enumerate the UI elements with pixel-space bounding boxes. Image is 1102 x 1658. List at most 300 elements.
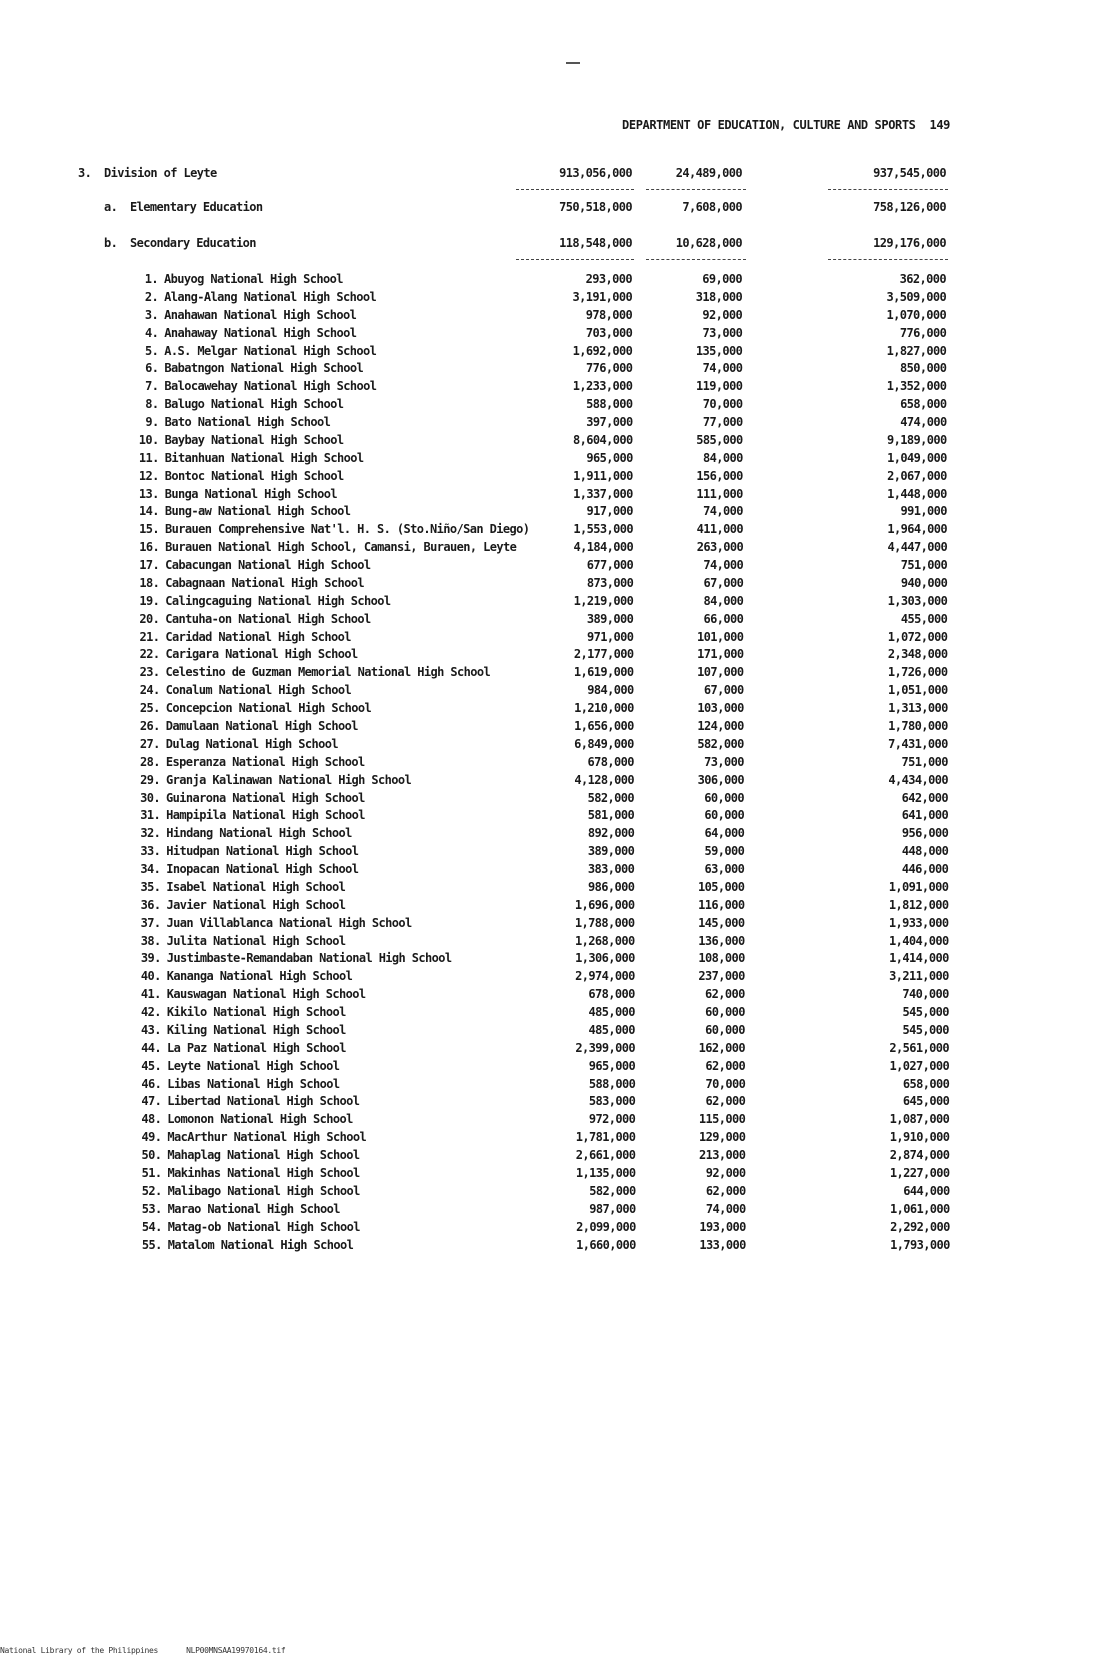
school-col1: 1,696,000 [574,898,635,912]
school-number: 51. [141,1166,162,1180]
table-row [0,1238,1102,1256]
footer-file: NLP00MNSAA19970164.tif [186,1646,286,1655]
school-col2: 92,000 [702,308,743,322]
school-number: 29. [140,773,160,787]
school-col1: 1,337,000 [573,487,633,501]
school-total: 1,061,000 [889,1202,950,1216]
secondary-col2: 10,628,000 [675,236,742,250]
table-row [0,558,1102,576]
table-row [0,844,1102,862]
school-name: Cantuha-on National High School [165,612,371,626]
school-col2: 156,000 [696,469,743,483]
school-name: Juan Villablanca National High School [166,916,412,930]
table-row [0,504,1102,522]
school-name: Mahaplag National High School [167,1148,360,1162]
school-name: Bunga National High School [164,487,338,501]
table-row [0,1148,1102,1166]
school-col2: 103,000 [697,701,744,715]
school-col2: 115,000 [698,1112,746,1126]
school-total: 1,793,000 [890,1238,950,1252]
school-name: MacArthur National High School [167,1130,367,1144]
table-row [0,415,1102,433]
school-name: Bontoc National High School [164,469,344,483]
school-total: 7,431,000 [888,737,948,751]
school-name: Bato National High School [164,415,331,429]
footer-library: National Library of the Philippines [0,1646,159,1655]
school-number: 32. [140,826,161,840]
school-number: 36. [140,898,161,912]
school-col2: 64,000 [704,826,745,840]
school-col1: 1,268,000 [574,934,635,948]
secondary-row [0,236,1102,254]
school-number: 12. [138,469,159,483]
school-total: 1,780,000 [888,719,948,733]
school-total: 4,447,000 [887,540,948,554]
table-row [0,344,1102,362]
school-col1: 389,000 [587,844,635,858]
school-total: 474,000 [900,415,947,429]
table-row [0,397,1102,415]
division-number: 3. [78,166,92,180]
school-col2: 582,000 [697,737,744,751]
school-col1: 873,000 [586,576,634,590]
school-total: 1,964,000 [887,522,947,536]
school-col2: 66,000 [703,612,744,626]
school-name: Hampipila National High School [166,808,365,822]
school-total: 1,091,000 [888,880,949,894]
school-number: 43. [141,1023,161,1037]
school-col1: 1,306,000 [575,951,635,965]
school-col2: 585,000 [696,433,743,447]
school-col1: 2,399,000 [575,1041,635,1055]
school-col2: 62,000 [705,1184,746,1198]
school-col1: 293,000 [585,272,632,286]
school-col2: 162,000 [698,1041,745,1055]
table-row [0,308,1102,326]
school-col2: 135,000 [695,344,743,358]
school-col2: 108,000 [698,951,745,965]
school-col1: 588,000 [588,1077,636,1091]
school-name: Makinhas National High School [167,1166,360,1180]
school-name: Malibago National High School [167,1184,360,1198]
school-col2: 63,000 [704,862,745,876]
division-label: Division of Leyte [104,166,217,180]
table-row [0,826,1102,844]
school-total: 1,933,000 [888,916,949,930]
elementary-col2: 7,608,000 [682,200,742,214]
school-col2: 136,000 [698,934,745,948]
table-row [0,773,1102,791]
school-total: 751,000 [900,558,948,572]
school-col2: 107,000 [697,665,744,679]
school-col1: 485,000 [588,1005,635,1019]
table-row [0,630,1102,648]
school-total: 2,874,000 [889,1148,950,1162]
rule-total-b [828,259,948,260]
school-number: 45. [141,1059,162,1073]
table-row [0,808,1102,826]
school-col2: 60,000 [705,1023,745,1037]
school-name: Justimbaste-Remandaban National High School [166,951,452,965]
school-number: 33. [140,844,161,858]
school-number: 8. [145,397,159,411]
school-col2: 171,000 [697,647,744,661]
table-row [0,326,1102,344]
school-name: Abuyog National High School [164,272,343,286]
rule-col2 [646,189,746,190]
school-col2: 318,000 [695,290,743,304]
school-name: Guinarona National High School [166,791,365,805]
elementary-letter: a. [104,200,118,214]
school-name: Cabagnaan National High School [165,576,364,590]
school-col1: 4,184,000 [573,540,634,554]
school-total: 850,000 [900,361,947,375]
school-col2: 70,000 [702,397,743,411]
top-dash-mark [566,62,580,64]
school-col1: 397,000 [586,415,633,429]
table-row [0,898,1102,916]
school-col1: 2,177,000 [573,647,634,661]
school-col1: 678,000 [588,987,635,1001]
school-number: 9. [145,415,159,429]
school-col2: 306,000 [697,773,744,787]
school-number: 4. [144,326,159,340]
school-number: 47. [141,1094,162,1108]
school-name: Bitanhuan National High School [164,451,364,465]
secondary-label: Secondary Education [130,236,256,250]
school-col2: 105,000 [698,880,745,894]
school-number: 27. [139,737,160,751]
header-title: DEPARTMENT OF EDUCATION, CULTURE AND SPORTS [622,118,916,132]
division-col2: 24,489,000 [675,166,742,180]
rule-total [828,189,948,190]
school-total: 4,434,000 [888,773,948,787]
table-row [0,862,1102,880]
school-total: 9,189,000 [886,433,947,447]
school-name: Kiling National High School [166,1023,346,1037]
school-total: 1,087,000 [889,1112,950,1126]
school-total: 3,211,000 [889,969,949,983]
school-col1: 965,000 [586,451,633,465]
school-number: 11. [138,451,159,465]
school-col1: 583,000 [588,1094,636,1108]
school-name: Carigara National High School [165,647,358,661]
table-row [0,683,1102,701]
school-name: Caridad National High School [165,630,351,644]
school-col1: 1,781,000 [575,1130,636,1144]
school-number: 18. [139,576,160,590]
school-total: 1,726,000 [887,665,948,679]
school-name: Concepcion National High School [165,701,372,715]
school-name: Kauswagan National High School [166,987,366,1001]
elementary-label: Elementary Education [130,200,263,214]
school-col2: 101,000 [697,630,744,644]
school-number: 2. [144,290,159,304]
school-total: 740,000 [902,987,949,1001]
school-number: 39. [140,951,161,965]
school-col2: 74,000 [703,558,744,572]
school-col1: 4,128,000 [574,773,634,787]
school-number: 49. [141,1130,162,1144]
table-row [0,1005,1102,1023]
rule-col1 [516,189,634,190]
school-total: 545,000 [902,1023,949,1037]
school-name: Dulag National High School [165,737,339,751]
school-number: 5. [145,344,159,358]
table-row [0,1041,1102,1059]
school-number: 52. [141,1184,162,1198]
school-total: 1,070,000 [886,308,947,322]
school-number: 46. [141,1077,162,1091]
elementary-row [0,200,1102,218]
table-row [0,1077,1102,1095]
school-col2: 84,000 [702,451,743,465]
school-number: 34. [140,862,161,876]
table-row [0,1023,1102,1041]
school-col1: 978,000 [585,308,633,322]
school-col2: 62,000 [705,987,745,1001]
table-row [0,934,1102,952]
school-col1: 2,974,000 [575,969,635,983]
table-row [0,379,1102,397]
school-total: 448,000 [901,844,949,858]
school-name: Hitudpan National High School [166,844,359,858]
school-name: Matalom National High School [167,1238,354,1252]
school-name: Anahawan National High School [164,308,357,322]
school-name: Burauen Comprehensive Nat'l. H. S. (Sto.Niño/San Diego) [165,522,530,536]
school-number: 44. [141,1041,161,1055]
school-col2: 60,000 [704,808,745,822]
table-row [0,290,1102,308]
school-name: Bung-aw National High School [164,504,351,518]
school-number: 7. [145,379,159,393]
school-col2: 77,000 [702,415,743,429]
school-number: 13. [138,487,159,501]
school-name: Baybay National High School [164,433,344,447]
school-col1: 1,619,000 [573,665,634,679]
table-row [0,612,1102,630]
rule-col2-b [646,259,746,260]
school-name: Libas National High School [167,1077,340,1091]
school-total: 2,292,000 [890,1220,950,1234]
school-col2: 411,000 [696,522,743,536]
table-row [0,522,1102,540]
secondary-col1: 118,548,000 [559,236,632,250]
school-name: Babatngon National High School [164,361,364,375]
table-row [0,1202,1102,1220]
school-col2: 73,000 [702,326,743,340]
school-total: 1,352,000 [886,379,947,393]
school-total: 642,000 [901,791,948,805]
school-col1: 917,000 [586,504,633,518]
school-col1: 1,911,000 [573,469,633,483]
school-name: Marao National High School [167,1202,340,1216]
school-col1: 984,000 [587,683,634,697]
school-number: 16. [139,540,160,554]
school-col2: 129,000 [699,1130,746,1144]
school-name: Damulaan National High School [165,719,358,733]
school-name: Javier National High School [166,898,346,912]
school-col2: 145,000 [698,916,745,930]
school-name: Conalum National High School [165,683,352,697]
school-number: 28. [140,755,160,769]
school-col1: 1,692,000 [572,344,633,358]
school-col2: 133,000 [699,1238,746,1252]
school-col2: 111,000 [696,487,743,501]
school-number: 38. [140,934,161,948]
school-number: 31. [140,808,161,822]
school-name: Balocawehay National High School [164,379,377,393]
school-name: Alang-Alang National High School [164,290,377,304]
school-number: 37. [140,916,161,930]
school-total: 1,448,000 [887,487,947,501]
school-col1: 1,210,000 [574,701,634,715]
school-total: 2,561,000 [889,1041,949,1055]
school-name: Burauen National High School, Camansi, Burauen, Leyte [165,540,517,554]
school-name: Isabel National High School [166,880,346,894]
school-number: 17. [139,558,160,572]
school-col2: 237,000 [698,969,745,983]
school-col2: 74,000 [702,361,743,375]
school-col1: 1,656,000 [574,719,634,733]
school-total: 3,509,000 [886,290,947,304]
table-row [0,987,1102,1005]
school-name: La Paz National High School [167,1041,346,1055]
school-col2: 62,000 [705,1094,746,1108]
school-col1: 1,135,000 [575,1166,636,1180]
school-col1: 1,219,000 [573,594,634,608]
school-number: 54. [141,1220,162,1234]
school-total: 940,000 [900,576,948,590]
table-row [0,540,1102,558]
school-total: 776,000 [899,326,947,340]
school-name: Granja Kalinawan National High School [166,773,412,787]
school-number: 14. [139,504,159,518]
table-row [0,594,1102,612]
school-number: 6. [145,361,159,375]
school-col1: 677,000 [586,558,634,572]
school-col2: 74,000 [703,504,743,518]
school-total: 362,000 [899,272,946,286]
table-row [0,701,1102,719]
school-number: 40. [140,969,161,983]
school-total: 455,000 [900,612,948,626]
school-col1: 1,788,000 [574,916,635,930]
school-total: 446,000 [901,862,949,876]
table-row [0,576,1102,594]
table-row [0,951,1102,969]
school-col1: 485,000 [588,1023,635,1037]
elementary-col1: 750,518,000 [559,200,632,214]
school-col1: 965,000 [588,1059,636,1073]
school-total: 1,313,000 [888,701,948,715]
school-col2: 74,000 [705,1202,746,1216]
school-total: 1,049,000 [887,451,947,465]
division-col1: 913,056,000 [559,166,632,180]
school-name: Kananga National High School [166,969,353,983]
school-total: 1,027,000 [889,1059,950,1073]
school-total: 1,051,000 [887,683,948,697]
school-col1: 2,661,000 [575,1148,636,1162]
school-name: Libertad National High School [167,1094,360,1108]
table-row [0,1166,1102,1184]
school-total: 1,227,000 [889,1166,950,1180]
school-total: 1,414,000 [889,951,949,965]
school-col1: 582,000 [589,1184,636,1198]
page-number: 149 [929,118,950,132]
school-name: Matag-ob National High School [167,1220,360,1234]
school-col2: 263,000 [696,540,744,554]
school-col2: 67,000 [703,683,744,697]
school-number: 10. [138,433,159,447]
school-col2: 60,000 [704,791,744,805]
school-col1: 972,000 [588,1112,636,1126]
school-name: Anahaway National High School [164,326,357,340]
school-name: Cabacungan National High School [165,558,371,572]
school-number: 25. [139,701,160,715]
school-col2: 60,000 [705,1005,745,1019]
table-row [0,433,1102,451]
school-col1: 3,191,000 [572,290,633,304]
table-row [0,880,1102,898]
school-number: 41. [140,987,161,1001]
school-number: 3. [144,308,159,322]
table-row [0,1059,1102,1077]
school-number: 53. [141,1202,162,1216]
school-total: 1,072,000 [887,630,948,644]
rule-col1-b [516,259,634,260]
school-col1: 971,000 [587,630,634,644]
table-row [0,1130,1102,1148]
secondary-total: 129,176,000 [873,236,946,250]
school-col1: 1,553,000 [573,522,633,536]
school-col1: 1,660,000 [576,1238,636,1252]
school-col1: 892,000 [587,826,635,840]
school-name: Lomonon National High School [167,1112,353,1126]
school-col2: 70,000 [705,1077,746,1091]
school-col2: 59,000 [704,844,745,858]
school-total: 658,000 [900,397,947,411]
school-number: 24. [139,683,160,697]
school-number: 26. [139,719,160,733]
school-name: Balugo National High School [164,397,344,411]
school-col1: 703,000 [585,326,633,340]
table-row [0,1220,1102,1238]
school-total: 1,827,000 [886,344,947,358]
table-row [0,916,1102,934]
school-total: 1,812,000 [888,898,949,912]
school-col2: 124,000 [697,719,744,733]
school-number: 50. [141,1148,162,1162]
school-total: 644,000 [903,1184,950,1198]
school-total: 545,000 [902,1005,949,1019]
table-row [0,1094,1102,1112]
school-col1: 581,000 [587,808,635,822]
school-col2: 73,000 [704,755,744,769]
school-total: 641,000 [901,808,949,822]
school-col1: 383,000 [587,862,635,876]
school-col1: 582,000 [587,791,634,805]
division-row [0,166,1102,184]
school-number: 20. [139,612,160,626]
division-total: 937,545,000 [873,166,946,180]
school-number: 30. [140,791,160,805]
school-col2: 62,000 [705,1059,746,1073]
school-total: 2,067,000 [887,469,947,483]
school-col1: 389,000 [586,612,634,626]
school-name: Kikilo National High School [166,1005,346,1019]
school-name: Calingcaguing National High School [165,594,391,608]
